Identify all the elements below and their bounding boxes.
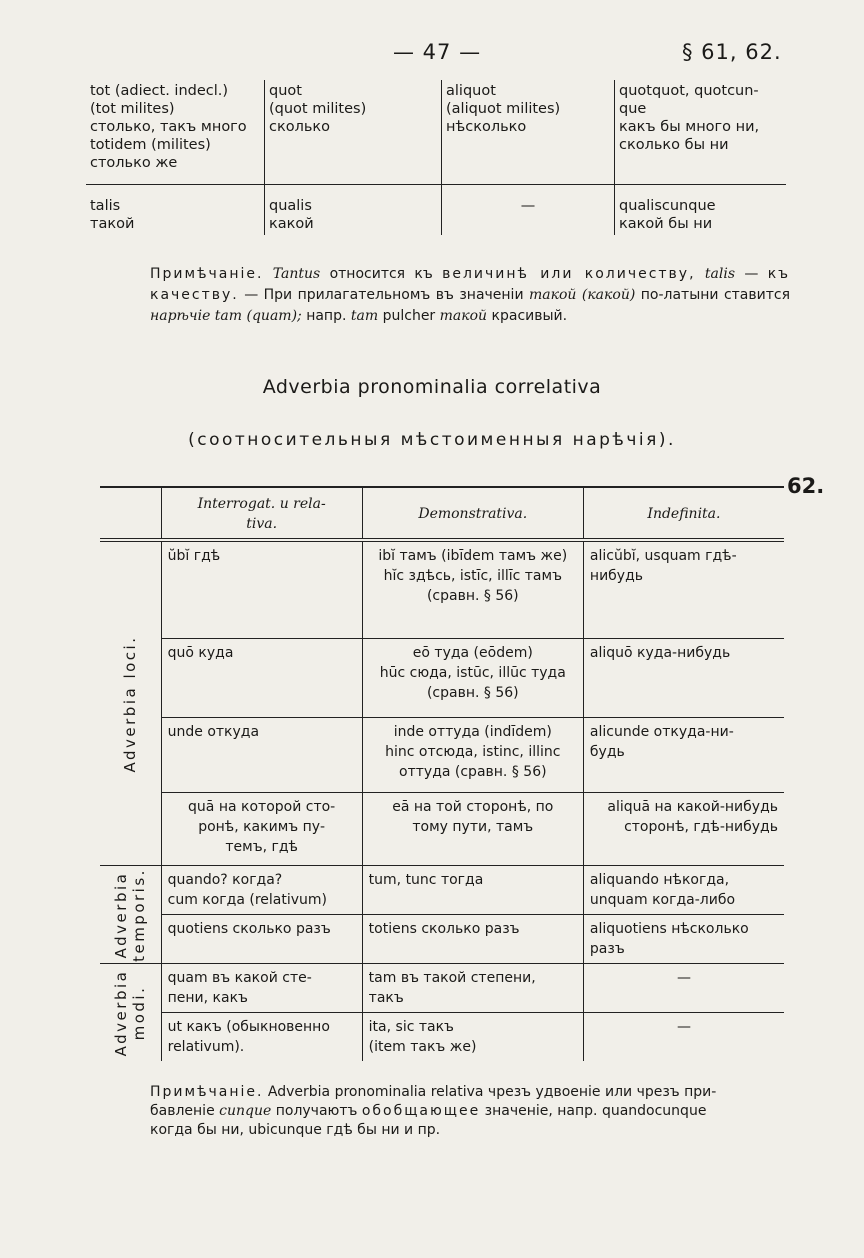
table-cell: totiens сколько разъ (362, 915, 583, 964)
column-header-interrogative: Interrogat. и rela- tiva. (161, 487, 362, 540)
table-cell: ita, sic такъ (item такъ же) (362, 1013, 583, 1062)
table-row (86, 80, 786, 174)
group-label-modi: Adverbia modi. (112, 969, 149, 1056)
group-label-loci: Adverbia loci. (100, 540, 161, 866)
note-tantus-talis: Примѣчаніе. Tantus относится къ величинѣ или количеству, talis — къ качеству. — При прилагательномъ въ значеніи такой (какой) по-латыни ставится нарѣчіе tam (quam); напр. tam pulcher такой красивый. (150, 266, 791, 324)
column-header-demonstrative: Demonstrativa. (362, 487, 583, 540)
table-cell: quā на которой сто- ронѣ, какимъ пу- темъ, гдѣ (161, 793, 362, 866)
table-cell: — (583, 964, 784, 1013)
section-heading: Adverbia pronominalia correlativa (262, 376, 602, 398)
quantity-pronouns-table (86, 80, 786, 235)
table-cell: aliquando нѣкогда, unquam когда-либо (583, 866, 784, 915)
table-cell: tot (adiect. indecl.) (tot milites) столько, такъ много totidem (milites) столько же (90, 83, 247, 171)
table-row (100, 540, 784, 639)
table-cell: aliquotiens нѣсколько разъ (583, 915, 784, 964)
table-cell: ut какъ (обыкновенно relativum). (161, 1013, 362, 1062)
table-row (100, 866, 784, 915)
column-header-indefinite: Indefinita. (583, 487, 784, 540)
table-cell: eā на той сторонѣ, по тому пути, тамъ (362, 793, 583, 866)
table-row (100, 718, 784, 793)
table-cell: alicŭbĭ, usquam гдѣ- нибудь (583, 540, 784, 639)
table-cell: inde оттуда (indīdem) hinc отсюда, istinc, illinc оттуда (сравн. § 56) (362, 718, 583, 793)
header-empty-cell (100, 487, 161, 540)
table-cell: quotquot, quotcun- que какъ бы много ни, сколько бы ни (615, 80, 787, 174)
table-row (100, 639, 784, 718)
table-cell: aliquā на какой-нибудь сторонѣ, гдѣ-нибудь (583, 793, 784, 866)
table-cell: ibĭ тамъ (ibīdem тамъ же) hĭc здѣсь, istīc, illīc тамъ (сравн. § 56) (362, 540, 583, 639)
table-cell: qualiscunque какой бы ни (615, 185, 787, 236)
table-cell: quō куда (161, 639, 362, 718)
note-adverbia-relativa: Примѣчаніе. Adverbia pronominalia relativa чрезъ удвоеніе или чрезъ при- бавленіе cunque получаютъ обобщающее значеніе, напр. quandocunque когда бы ни, ubicunque гдѣ бы ни и пр. (150, 1084, 717, 1138)
table-row (100, 964, 784, 1013)
table-cell: qualis какой (265, 185, 442, 236)
table-cell: eō туда (eōdem) hūc сюда, istūc, illūc туда (сравн. § 56) (362, 639, 583, 718)
table-cell: quotiens сколько разъ (161, 915, 362, 964)
table-cell: talis такой (90, 198, 135, 232)
table-cell: quam въ какой сте- пени, какъ (161, 964, 362, 1013)
table-row (100, 1013, 784, 1062)
page-number: — 47 — (393, 40, 482, 64)
table-cell: alicunde откуда-ни- будь (583, 718, 784, 793)
table-cell: — (583, 1013, 784, 1062)
table-cell: tum, tunc тогда (362, 866, 583, 915)
paragraph-number: 62. (787, 474, 825, 498)
table-cell: ŭbĭ гдѣ (161, 540, 362, 639)
section-reference: § 61, 62. (682, 40, 782, 64)
table-cell: unde откуда (161, 718, 362, 793)
table-header-row (100, 487, 784, 540)
table-cell: tam въ такой степени, такъ (362, 964, 583, 1013)
table-row (86, 185, 786, 236)
table-cell: quando? когда? cum когда (relativum) (161, 866, 362, 915)
table-cell: quot (quot milites) сколько (265, 80, 442, 174)
table-row (100, 915, 784, 964)
table-cell: aliquō куда-нибудь (583, 639, 784, 718)
correlative-adverbs-table (100, 486, 784, 1061)
table-row (100, 793, 784, 866)
group-label-temporis: Adverbia temporis. (100, 866, 161, 964)
section-subheading: (соотносительныя мѣстоименныя нарѣчія). (188, 430, 676, 450)
table-separator (86, 174, 786, 185)
table-cell: — (442, 185, 615, 236)
table-cell: aliquot (aliquot milites) нѣсколько (442, 80, 615, 174)
